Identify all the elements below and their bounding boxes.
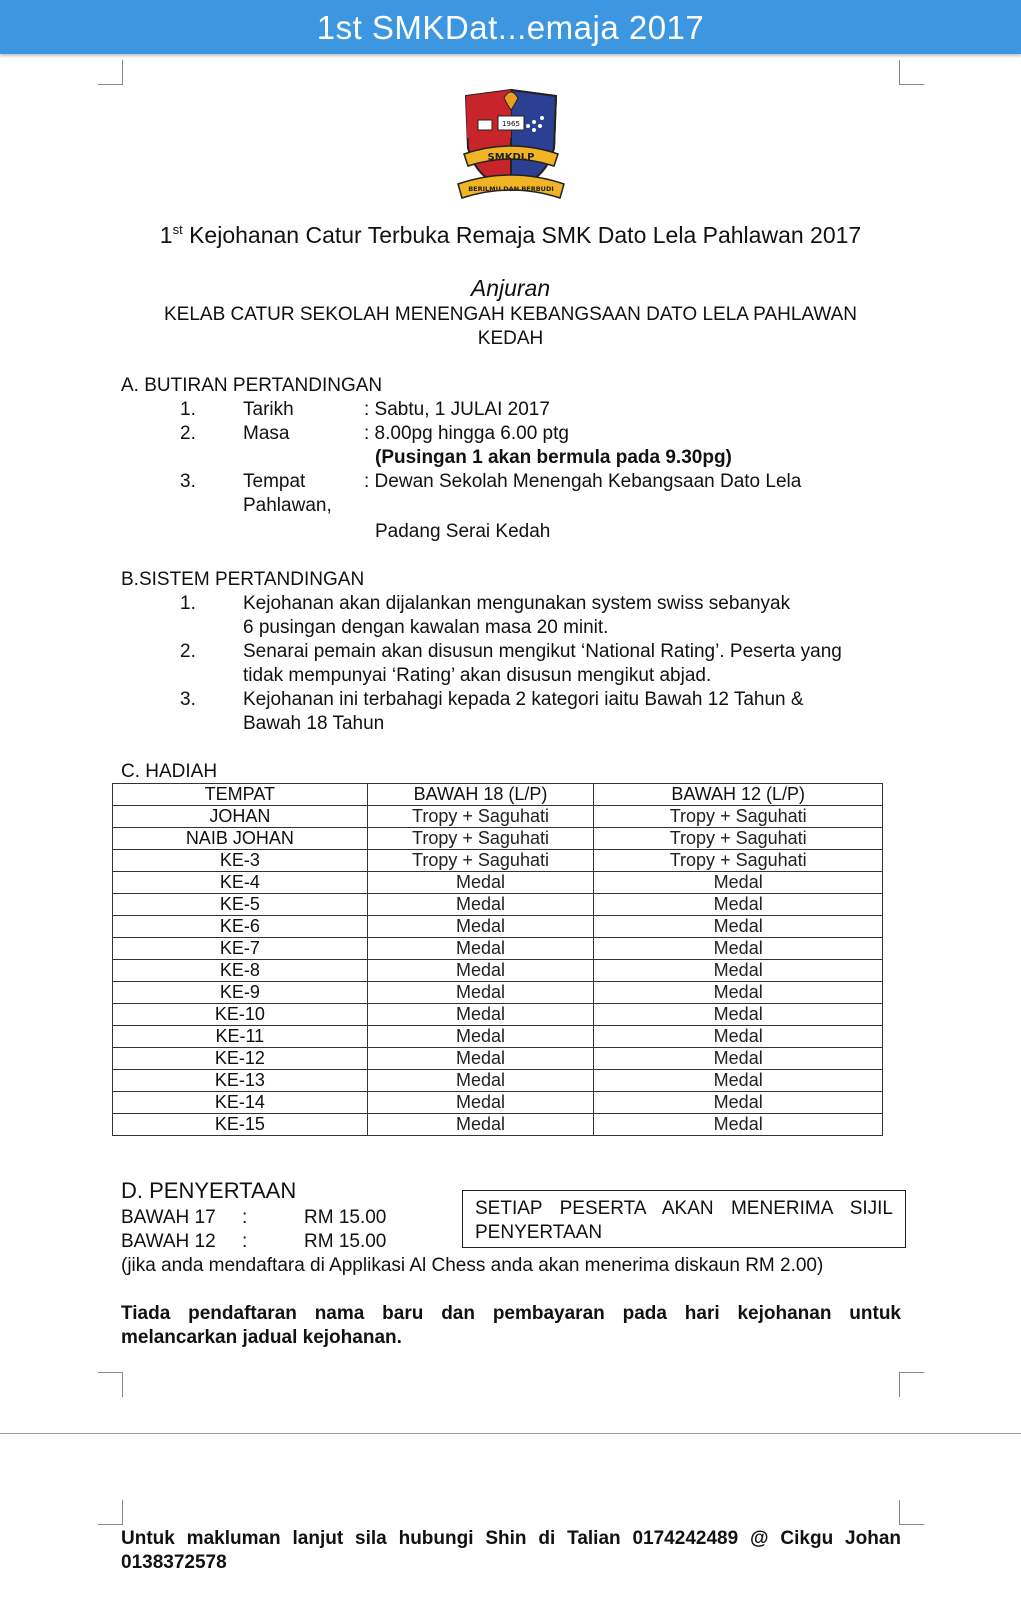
item-line-1: Kejohanan ini terbahagi kepada 2 kategori iaitu Bawah 12 Tahun & [243,689,804,710]
prize-table [112,783,883,1136]
table-row [113,806,883,828]
prize-cell: Tropy + Saguhati [367,806,594,828]
prize-cell: Medal [594,982,883,1004]
table-row [113,916,883,938]
contact-info [121,1527,901,1575]
placing-cell: KE-11 [113,1026,368,1048]
placing-cell: KE-14 [113,1092,368,1114]
prize-cell: Medal [367,1048,594,1070]
item-label: Tempat [243,471,306,492]
item-line-1: Kejohanan akan dijalankan mengunakan system swiss sebanyak [243,593,791,614]
table-row [113,894,883,916]
prize-table-body [113,806,883,1136]
prize-cell: Medal [594,1004,883,1026]
prize-cell: Medal [594,938,883,960]
prize-cell: Medal [594,1048,883,1070]
title-text: Kejohanan Catur Terbuka Remaja SMK Dato Lela Pahlawan 2017 [182,222,862,248]
fee-label: BAWAH 12 [121,1231,216,1252]
table-row [113,1092,883,1114]
title-ordinal: 1 [159,222,173,248]
prize-cell: Medal [367,1092,594,1114]
prize-cell: Medal [594,1092,883,1114]
prize-cell: Medal [594,916,883,938]
prize-cell: Medal [367,1004,594,1026]
page-separator [0,1433,1021,1434]
item-number: 1. [180,593,196,614]
item-value: : Sabtu, 1 JULAI 2017 [364,399,550,420]
placing-cell: KE-9 [113,982,368,1004]
item-value-continued-2: Padang Serai Kedah [375,521,551,542]
prize-cell: Tropy + Saguhati [594,850,883,872]
item-number: 2. [180,641,196,662]
prize-cell: Medal [594,1070,883,1092]
title-ordinal-suffix: st [172,222,183,237]
registration-notice-line-1: Tiada pendaftaran nama baru dan pembayaran pada hari kejohanan untuk [121,1303,901,1324]
prize-cell: Medal [594,872,883,894]
prize-cell: Medal [367,938,594,960]
prize-cell: Tropy + Saguhati [367,828,594,850]
fee-row-2 [0,1230,460,1254]
item-number: 2. [180,423,196,444]
table-row [113,960,883,982]
table-row [113,850,883,872]
fee-label: BAWAH 17 [121,1207,216,1228]
section-b-item-3 [0,688,1021,736]
section-a-item-3 [0,470,1021,542]
item-line-1: Senarai pemain akan disusun mengikut ‘National Rating’. Peserta yang [243,641,842,662]
crop-mark-page2-right [899,1500,924,1525]
document-title-bar [0,0,1021,54]
prize-cell: Medal [367,1070,594,1092]
crop-mark-bottom-left [98,1372,123,1397]
section-b-item-1 [0,592,1021,640]
crop-mark-bottom-right [899,1372,924,1397]
anjuran-label: Anjuran [470,275,551,301]
item-value: : Dewan Sekolah Menengah Kebangsaan Dato Lela [364,471,802,492]
notice-box-line-2: PENYERTAAN [475,1222,603,1243]
table-row [113,1004,883,1026]
item-line-2: 6 pusingan dengan kawalan masa 20 minit. [243,617,609,638]
fee-row-1 [0,1206,460,1230]
prize-cell: Tropy + Saguhati [594,806,883,828]
table-row [113,1026,883,1048]
school-crest-logo [456,88,566,206]
fee-separator: : [242,1207,248,1228]
placing-cell: KE-13 [113,1070,368,1092]
prize-table-header [113,784,883,806]
crop-mark-top-left [98,60,123,85]
item-line-2: tidak mempunyai ‘Rating’ akan disusun mengikut abjad. [243,665,712,686]
placing-cell: KE-6 [113,916,368,938]
column-header: BAWAH 12 (L/P) [594,784,883,806]
column-header: TEMPAT [113,784,368,806]
placing-cell: KE-4 [113,872,368,894]
registration-notice-line-2: melancarkan jadual kejohanan. [121,1327,402,1348]
placing-cell: KE-7 [113,938,368,960]
placing-cell: KE-15 [113,1114,368,1136]
crop-mark-top-right [899,60,924,85]
prize-cell: Tropy + Saguhati [594,828,883,850]
prize-cell: Medal [367,1114,594,1136]
crest-year: 1965 [502,120,520,128]
placing-cell: KE-12 [113,1048,368,1070]
prize-cell: Medal [367,872,594,894]
item-number: 3. [180,689,196,710]
table-row [113,872,883,894]
prize-cell: Medal [594,960,883,982]
fee-amount: RM 15.00 [304,1207,387,1228]
section-b-item-2 [0,640,1021,688]
item-number: 3. [180,471,196,492]
registration-notice [121,1302,901,1350]
contact-line-2: 0138372578 [121,1552,227,1573]
notice-box-line-1: SETIAP PESERTA AKAN MENERIMA SIJIL [475,1198,893,1219]
table-row [113,1114,883,1136]
placing-cell: KE-3 [113,850,368,872]
table-row [113,1070,883,1092]
placing-cell: NAIB JOHAN [113,828,368,850]
crest-motto: BERILMU DAN BERBUDI [468,185,554,193]
item-label: Tarikh [243,399,294,420]
table-row [113,982,883,1004]
prize-cell: Medal [367,982,594,1004]
prize-cell: Medal [594,894,883,916]
table-row [113,828,883,850]
item-line-2: Bawah 18 Tahun [243,713,385,734]
table-row [113,938,883,960]
prize-cell: Medal [367,894,594,916]
section-d-heading: D. PENYERTAAN [121,1178,297,1203]
placing-cell: KE-8 [113,960,368,982]
prize-cell: Medal [594,1026,883,1048]
item-value-continued: Pahlawan, [243,495,332,516]
placing-cell: KE-5 [113,894,368,916]
item-label: Masa [243,423,290,444]
placing-cell: KE-10 [113,1004,368,1026]
section-a-item-2 [0,422,1021,470]
prize-cell: Medal [367,916,594,938]
certificate-notice-box [462,1190,906,1248]
table-row [113,1048,883,1070]
prize-cell: Tropy + Saguhati [367,850,594,872]
item-value: : 8.00pg hingga 6.00 ptg [364,423,569,444]
crest-acronym: SMKDLP [487,152,535,163]
organizer [0,303,1021,351]
organizer-line-2: KEDAH [477,328,544,349]
crop-mark-page2-left [98,1500,123,1525]
section-c-heading: C. HADIAH [121,761,218,782]
prize-cell: Medal [594,1114,883,1136]
placing-cell: JOHAN [113,806,368,828]
organizer-line-1: KELAB CATUR SEKOLAH MENENGAH KEBANGSAAN DATO LELA PAHLAWAN [164,304,857,325]
prize-cell: Medal [367,960,594,982]
section-a-heading: A. BUTIRAN PERTANDINGAN [121,375,383,396]
fee-amount: RM 15.00 [304,1231,387,1252]
page-title [0,222,1021,249]
item-number: 1. [180,399,196,420]
section-a-item-1 [0,398,1021,422]
item-note: (Pusingan 1 akan bermula pada 9.30pg) [375,447,732,468]
prize-cell: Medal [367,1026,594,1048]
section-b-heading: B.SISTEM PERTANDINGAN [121,569,365,590]
contact-line-1: Untuk makluman lanjut sila hubungi Shin di Talian 0174242489 @ Cikgu Johan [121,1528,901,1549]
discount-note: (jika anda mendaftara di Applikasi Al Chess anda akan menerima diskaun RM 2.00) [121,1255,824,1276]
fee-separator: : [242,1231,248,1252]
document-title: 1st SMKDat...emaja 2017 [316,9,705,46]
column-header: BAWAH 18 (L/P) [367,784,594,806]
